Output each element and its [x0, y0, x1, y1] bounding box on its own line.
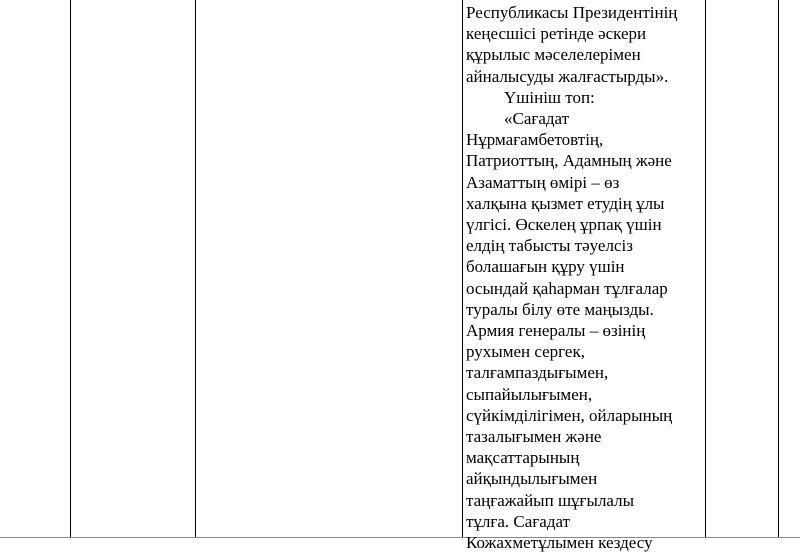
text-line: Патриоттың, Адамның және [466, 151, 672, 171]
text-line: рухымен сергек, [466, 342, 585, 362]
text-line: Армия генералы – өзінің [466, 321, 646, 341]
text-line: мақсаттарының [466, 448, 580, 468]
text-line: талғампаздығымен, [466, 363, 609, 383]
text-line: Кожахметұлымен кездесу [466, 533, 653, 553]
text-line: осындай қаһарман тұлғалар [466, 278, 668, 298]
text-line: сыпайылығымен, [466, 384, 593, 404]
table-border-col4 [705, 0, 706, 538]
text-line: айқындылығымен [466, 469, 598, 489]
text-line: сүйкімділігімен, ойларының [466, 405, 673, 425]
table-border-right [778, 0, 779, 538]
text-line: халқына қызмет етудің ұлы [466, 193, 665, 213]
text-line: Нұрмағамбетовтің, [466, 130, 604, 150]
text-line: туралы білу өте маңызды. [466, 299, 654, 319]
table-cell-text [466, 2, 702, 553]
text-line: Республикасы Президентінің [466, 3, 678, 22]
text-line: Азаматтың өмірі – өз [466, 172, 620, 192]
text-line: үлгісі. Өскелең ұрпақ үшін [466, 215, 662, 235]
text-line: таңғажайып шұғылалы [466, 490, 635, 510]
table-border-col3 [462, 0, 463, 538]
text-line: құрылыс мәселелерімен [466, 45, 641, 65]
text-line: «Сағадат [504, 109, 570, 129]
text-line: айналысуды жалғастырды». [466, 66, 669, 86]
section-heading: Үшініш топ: [504, 87, 595, 107]
table-border-left [70, 0, 71, 538]
text-line: тазалығымен және [466, 427, 602, 447]
text-line: тұлға. Сағадат [466, 511, 571, 531]
text-line: болашағын құру үшін [466, 257, 625, 277]
text-line: елдің табысты тәуелсіз [466, 236, 633, 256]
text-line: кеңесшісі ретінде әскери [466, 24, 647, 44]
table-border-col2 [195, 0, 196, 538]
